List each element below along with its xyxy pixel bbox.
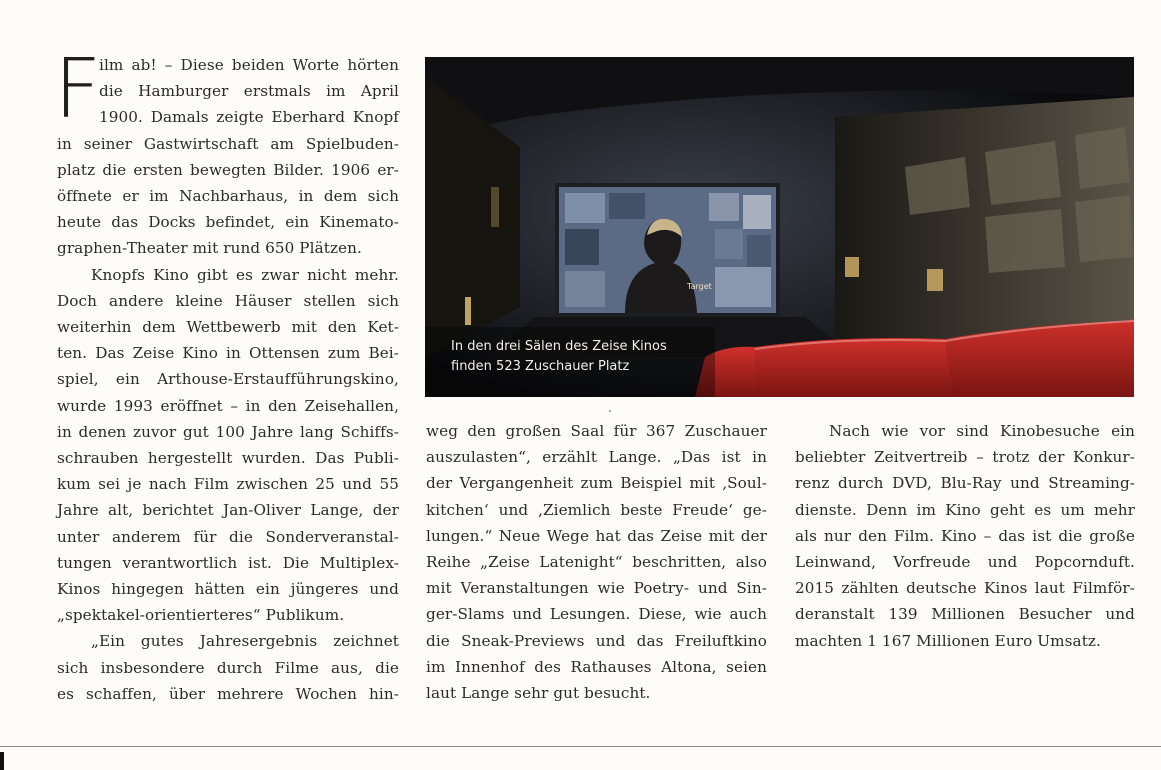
text-line: schrauben hergestellt wurden. Das Publi- [57,449,399,468]
text-line: unter anderem für die Sonderveranstal- [57,527,399,546]
text-line: machten 1 167 Millionen Euro Umsatz. [795,631,1101,650]
text-line: öffnete er im Nachbarhaus, in dem sich [57,187,399,206]
text-line: deranstalt 139 Millionen Besucher und [795,605,1135,624]
screen-label: Target [687,282,712,291]
cinema-photo [425,57,1134,397]
article-column-2 [426,418,767,706]
text-line: Leinwand, Vorfreude und Popcornduft. [795,553,1135,572]
photo-caption [451,337,667,377]
text-line: weiterhin dem Wettbewerb mit den Ket- [57,318,399,337]
text-line: graphen-Theater mit rund 650 Plätzen. [57,239,362,258]
text-line: laut Lange sehr gut besucht. [426,684,651,703]
text-line: Knopfs Kino gibt es zwar nicht mehr. [91,265,399,284]
text-line: Kinos hingegen hätten ein jüngeres und [57,580,399,599]
text-line: „spektakel-orientierteres“ Publikum. [57,606,345,625]
dropcap: F [54,42,102,137]
text-line: platz die ersten bewegten Bilder. 1906 er- [57,160,399,179]
text-line: als nur den Film. Kino – das ist die große [795,526,1135,545]
caption-line: In den drei Sälen des Zeise Kinos [451,339,667,354]
text-line: ger-Slams und Lesungen. Diese, wie auch [426,605,767,624]
text-line: weg den großen Saal für 367 Zuschauer [426,422,767,440]
text-line: kum sei je nach Film zwischen 25 und 55 [57,475,399,494]
text-line: Jahre alt, berichtet Jan-Oliver Lange, der [57,501,399,520]
text-line: renz durch DVD, Blu-Ray und Streaming- [795,474,1135,493]
text-line: es schaffen, über mehrere Wochen hin- [57,684,399,703]
text-line: dienste. Denn im Kino geht es um mehr [795,500,1135,519]
text-line: 2015 zählten deutsche Kinos laut Filmför- [795,579,1135,598]
text-line: die Sneak-Previews und das Freiluftkino [426,631,767,650]
text-line: mit Veranstaltungen wie Poetry- und Sin- [426,579,767,598]
article-column-3 [795,418,1135,654]
text-line: in denen zuvor gut 100 Jahre lang Schiffs- [57,422,399,441]
text-line: tungen verantwortlich ist. Die Multiplex- [57,553,399,572]
text-line: im Innenhof des Rathauses Altona, seien [426,657,767,676]
text-line: ilm ab! – Diese beiden Worte hörten [99,56,399,74]
speck [609,410,611,412]
text-line: Doch andere kleine Häuser stellen sich [57,291,399,310]
text-line: „Ein gutes Jahresergebnis zeichnet [91,632,399,651]
bottom-rule [0,746,1161,747]
text-line: der Vergangenheit zum Beispiel mit ‚Soul- [426,474,767,493]
scan-edge [0,752,4,770]
text-line: ten. Das Zeise Kino in Ottensen zum Bei- [57,344,399,363]
text-line: sich insbesondere durch Filme aus, die [57,658,399,677]
text-line: heute das Docks befindet, ein Kinemato- [57,213,399,232]
text-line: lungen.“ Neue Wege hat das Zeise mit der [426,526,767,545]
text-line: wurde 1993 eröffnet – in den Zeisehallen, [57,396,399,415]
text-line: 1900. Damals zeigte Eberhard Knopf [99,108,399,127]
dropcap-block [54,42,399,137]
caption-line: finden 523 Zuschauer Platz [451,359,630,374]
text-line: in seiner Gastwirtschaft am Spielbuden- [57,134,399,153]
article-column-1 [54,42,399,707]
text-line: beliebter Zeitvertreib – trotz der Konkur- [795,448,1135,467]
text-line: Nach wie vor sind Kinobesuche ein [829,422,1135,440]
text-line: kitchen‘ und ‚Ziemlich beste Freude‘ ge- [426,500,767,519]
text-line: auszulasten“, erzählt Lange. „Das ist in [426,448,767,467]
text-line: spiel, ein Arthouse-Erstaufführungskino, [57,370,399,389]
text-line: Reihe „Zeise Latenight“ beschritten, also [426,553,767,572]
text-line: die Hamburger erstmals im April [99,82,399,101]
